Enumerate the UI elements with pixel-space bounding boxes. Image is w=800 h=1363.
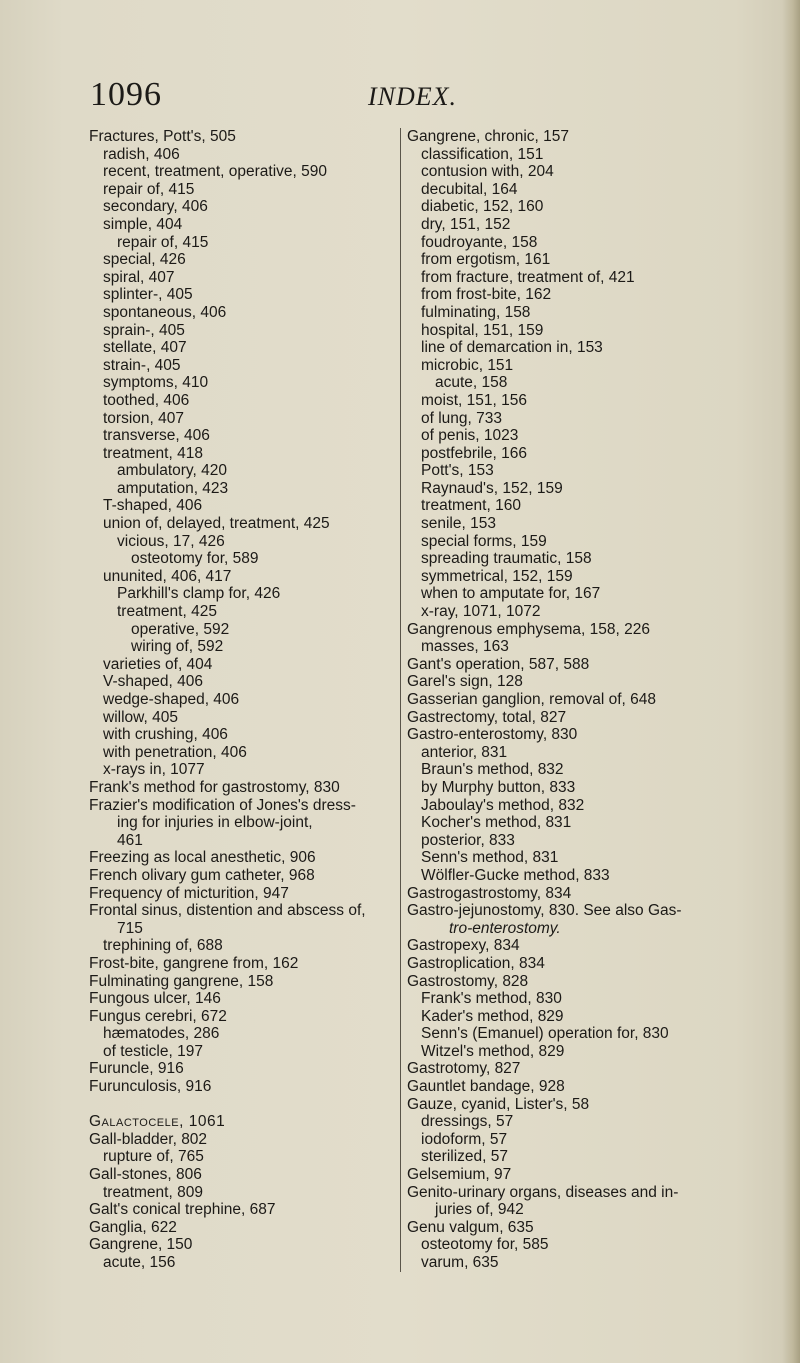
index-entry: Furuncle, 916 (89, 1060, 184, 1078)
index-subentry: T-shaped, 406 (103, 497, 203, 515)
index-entry: Frazier's modification of Jones's dress- (89, 796, 356, 814)
index-subentry: acute, 158 (435, 374, 508, 392)
index-subentry: postfebrile, 166 (421, 444, 527, 462)
index-entry: Gall-stones, 806 (89, 1166, 202, 1184)
index-entry: Frequency of micturition, 947 (89, 884, 289, 902)
index-subentry: repair of, 415 (103, 180, 195, 198)
index-entry: Fractures, Pott's, 505 (89, 128, 236, 145)
index-subentry: diabetic, 152, 160 (421, 198, 544, 216)
index-entry: Gangrene, 150 (89, 1236, 193, 1254)
index-subentry: Senn's method, 831 (421, 849, 559, 867)
index-subentry: varieties of, 404 (103, 655, 213, 673)
index-subentry: Wölfler-Gucke method, 833 (421, 866, 610, 884)
index-subentry: Jaboulay's method, 832 (421, 796, 585, 814)
index-subentry: tro-enterostomy. (449, 919, 561, 937)
index-subentry: from fracture, treatment of, 421 (421, 268, 635, 286)
index-entry: Frank's method for gastrostomy, 830 (89, 778, 340, 796)
index-entry: Frost-bite, gangrene from, 162 (89, 954, 299, 972)
index-subentry: osteotomy for, 585 (421, 1236, 549, 1254)
index-subentry: microbic, 151 (421, 356, 514, 374)
index-subentry: union of, delayed, treatment, 425 (103, 515, 330, 533)
index-subentry: by Murphy button, 833 (421, 778, 576, 796)
index-subentry: osteotomy for, 589 (131, 550, 259, 568)
index-subentry: from ergotism, 161 (421, 251, 551, 269)
index-subentry: acute, 156 (103, 1254, 176, 1271)
index-entry: Fulminating gangrene, 158 (89, 972, 274, 990)
index-subentry: iodoform, 57 (421, 1130, 508, 1148)
index-subentry: posterior, 833 (421, 831, 515, 849)
index-subentry: classification, 151 (421, 145, 544, 163)
index-entry: Gastropexy, 834 (407, 937, 520, 955)
index-entry: Furunculosis, 916 (89, 1078, 212, 1096)
index-subentry: spontaneous, 406 (103, 303, 227, 321)
index-entry: Gelsemium, 97 (407, 1166, 512, 1184)
index-subentry: foudroyante, 158 (421, 233, 538, 251)
index-subentry: simple, 404 (103, 215, 183, 233)
index-subentry: dry, 151, 152 (421, 215, 511, 233)
index-entry: Gant's operation, 587, 588 (407, 655, 590, 673)
index-subentry: wedge-shaped, 406 (103, 691, 240, 708)
index-subentry: anterior, 831 (421, 743, 508, 761)
index-entry: Gastrostomy, 828 (407, 972, 529, 990)
index-entry: Gastro-enterostomy, 830 (407, 726, 578, 744)
index-subentry: Frank's method, 830 (421, 990, 562, 1008)
index-subentry: when to amputate for, 167 (421, 585, 601, 603)
index-subentry: Kader's method, 829 (421, 1007, 564, 1025)
index-subentry: 461 (117, 831, 143, 849)
index-subentry: of penis, 1023 (421, 427, 519, 445)
index-subentry: hæmatodes, 286 (103, 1025, 220, 1043)
index-subentry: Kocher's method, 831 (421, 814, 572, 832)
index-subentry: with penetration, 406 (103, 743, 247, 761)
index-entry: Gastrogastrostomy, 834 (407, 884, 572, 902)
index-subentry: from frost-bite, 162 (421, 286, 552, 304)
index-subentry: line of demarcation in, 153 (421, 339, 603, 357)
index-subentry: masses, 163 (421, 638, 509, 656)
index-subentry: contusion with, 204 (421, 163, 554, 181)
index-subentry: ambulatory, 420 (117, 462, 227, 480)
index-subentry: ununited, 406, 417 (103, 567, 232, 585)
index-subentry: treatment, 160 (421, 497, 521, 515)
index-subentry: with crushing, 406 (103, 726, 228, 744)
index-subentry: of lung, 733 (421, 409, 503, 427)
index-subentry: special forms, 159 (421, 532, 547, 550)
index-subentry: spiral, 407 (103, 268, 175, 286)
index-subentry: operative, 592 (131, 620, 230, 638)
index-entry: Frontal sinus, distention and abscess of, (89, 902, 366, 920)
index-entry: Gangrene, chronic, 157 (407, 128, 569, 145)
index-entry: Genito-urinary organs, diseases and in- (407, 1183, 679, 1201)
index-entry: Gauntlet bandage, 928 (407, 1078, 565, 1096)
index-entry: Ganglia, 622 (89, 1218, 177, 1236)
index-subentry: symmetrical, 152, 159 (421, 567, 573, 585)
index-subentry: V-shaped, 406 (103, 673, 203, 691)
index-subentry: treatment, 425 (117, 603, 217, 621)
page-number: 1096 (90, 76, 162, 113)
index-entry: Fungus cerebri, 672 (89, 1007, 227, 1025)
index-subentry: torsion, 407 (103, 409, 184, 427)
index-subentry: Witzel's method, 829 (421, 1042, 565, 1060)
index-subentry: hospital, 151, 159 (421, 321, 544, 339)
index-entry: Gauze, cyanid, Lister's, 58 (407, 1095, 590, 1113)
index-entry: Gasserian ganglion, removal of, 648 (407, 691, 657, 708)
entry-spacer (89, 1096, 394, 1114)
index-subentry: Pott's, 153 (421, 462, 494, 480)
index-entry: Galactocele, 1061 (89, 1113, 226, 1131)
index-subentry: radish, 406 (103, 145, 180, 163)
index-subentry: of testicle, 197 (103, 1042, 203, 1060)
index-subentry: willow, 405 (103, 708, 178, 726)
index-subentry: Raynaud's, 152, 159 (421, 479, 563, 497)
index-subentry: fulminating, 158 (421, 303, 531, 321)
index-entry: Gastrotomy, 827 (407, 1060, 521, 1078)
index-entry: Fungous ulcer, 146 (89, 990, 221, 1008)
index-subentry: stellate, 407 (103, 339, 187, 357)
index-subentry: symptoms, 410 (103, 374, 209, 392)
index-subentry: juries of, 942 (435, 1201, 524, 1219)
index-subentry: decubital, 164 (421, 180, 518, 198)
index-subentry: x-rays in, 1077 (103, 761, 205, 779)
index-subentry: trephining of, 688 (103, 937, 223, 955)
index-column-left (89, 128, 394, 1272)
index-entry: Galt's conical trephine, 687 (89, 1201, 276, 1219)
index-subentry: Senn's (Emanuel) operation for, 830 (421, 1025, 669, 1043)
index-subentry: moist, 151, 156 (421, 391, 527, 409)
index-subentry: ing for injuries in elbow-joint, (117, 814, 313, 832)
index-entry: Gastrectomy, total, 827 (407, 708, 567, 726)
index-entry: French olivary gum catheter, 968 (89, 866, 315, 884)
page-edge-shadow (782, 0, 800, 1363)
index-subentry: secondary, 406 (103, 198, 208, 216)
index-subentry: spreading traumatic, 158 (421, 550, 592, 568)
index-entry: Gangrenous emphysema, 158, 226 (407, 620, 650, 638)
index-subentry: varum, 635 (421, 1254, 499, 1271)
index-subentry: Braun's method, 832 (421, 761, 564, 779)
index-subentry: recent, treatment, operative, 590 (103, 163, 328, 181)
index-subentry: amputation, 423 (117, 479, 229, 497)
index-subentry: toothed, 406 (103, 391, 190, 409)
index-subentry: treatment, 418 (103, 444, 203, 462)
index-subentry: strain-, 405 (103, 356, 181, 374)
running-head: INDEX. (368, 82, 458, 111)
index-subentry: repair of, 415 (117, 233, 209, 251)
page-header (90, 76, 710, 116)
index-entry: Gastro-jejunostomy, 830. See also Gas- (407, 902, 682, 920)
index-subentry: sprain-, 405 (103, 321, 185, 339)
index-subentry: splinter-, 405 (103, 286, 193, 304)
index-entry: Freezing as local anesthetic, 906 (89, 849, 316, 867)
index-entry: Gastroplication, 834 (407, 954, 545, 972)
index-entry: Garel's sign, 128 (407, 673, 523, 691)
index-subentry: sterilized, 57 (421, 1148, 509, 1166)
index-subentry: dressings, 57 (421, 1113, 514, 1131)
index-subentry: rupture of, 765 (103, 1148, 204, 1166)
index-subentry: treatment, 809 (103, 1183, 203, 1201)
index-subentry: special, 426 (103, 251, 186, 269)
index-subentry: senile, 153 (421, 515, 496, 533)
index-entry: Genu valgum, 635 (407, 1218, 534, 1236)
index-subentry: Parkhill's clamp for, 426 (117, 585, 281, 603)
index-subentry: transverse, 406 (103, 427, 210, 445)
index-subentry: wiring of, 592 (131, 638, 224, 656)
index-subentry: vicious, 17, 426 (117, 532, 225, 550)
index-entry: Gall-bladder, 802 (89, 1130, 208, 1148)
index-subentry: x-ray, 1071, 1072 (421, 603, 541, 621)
index-subentry: 715 (117, 919, 143, 937)
index-column-right (400, 128, 719, 1272)
